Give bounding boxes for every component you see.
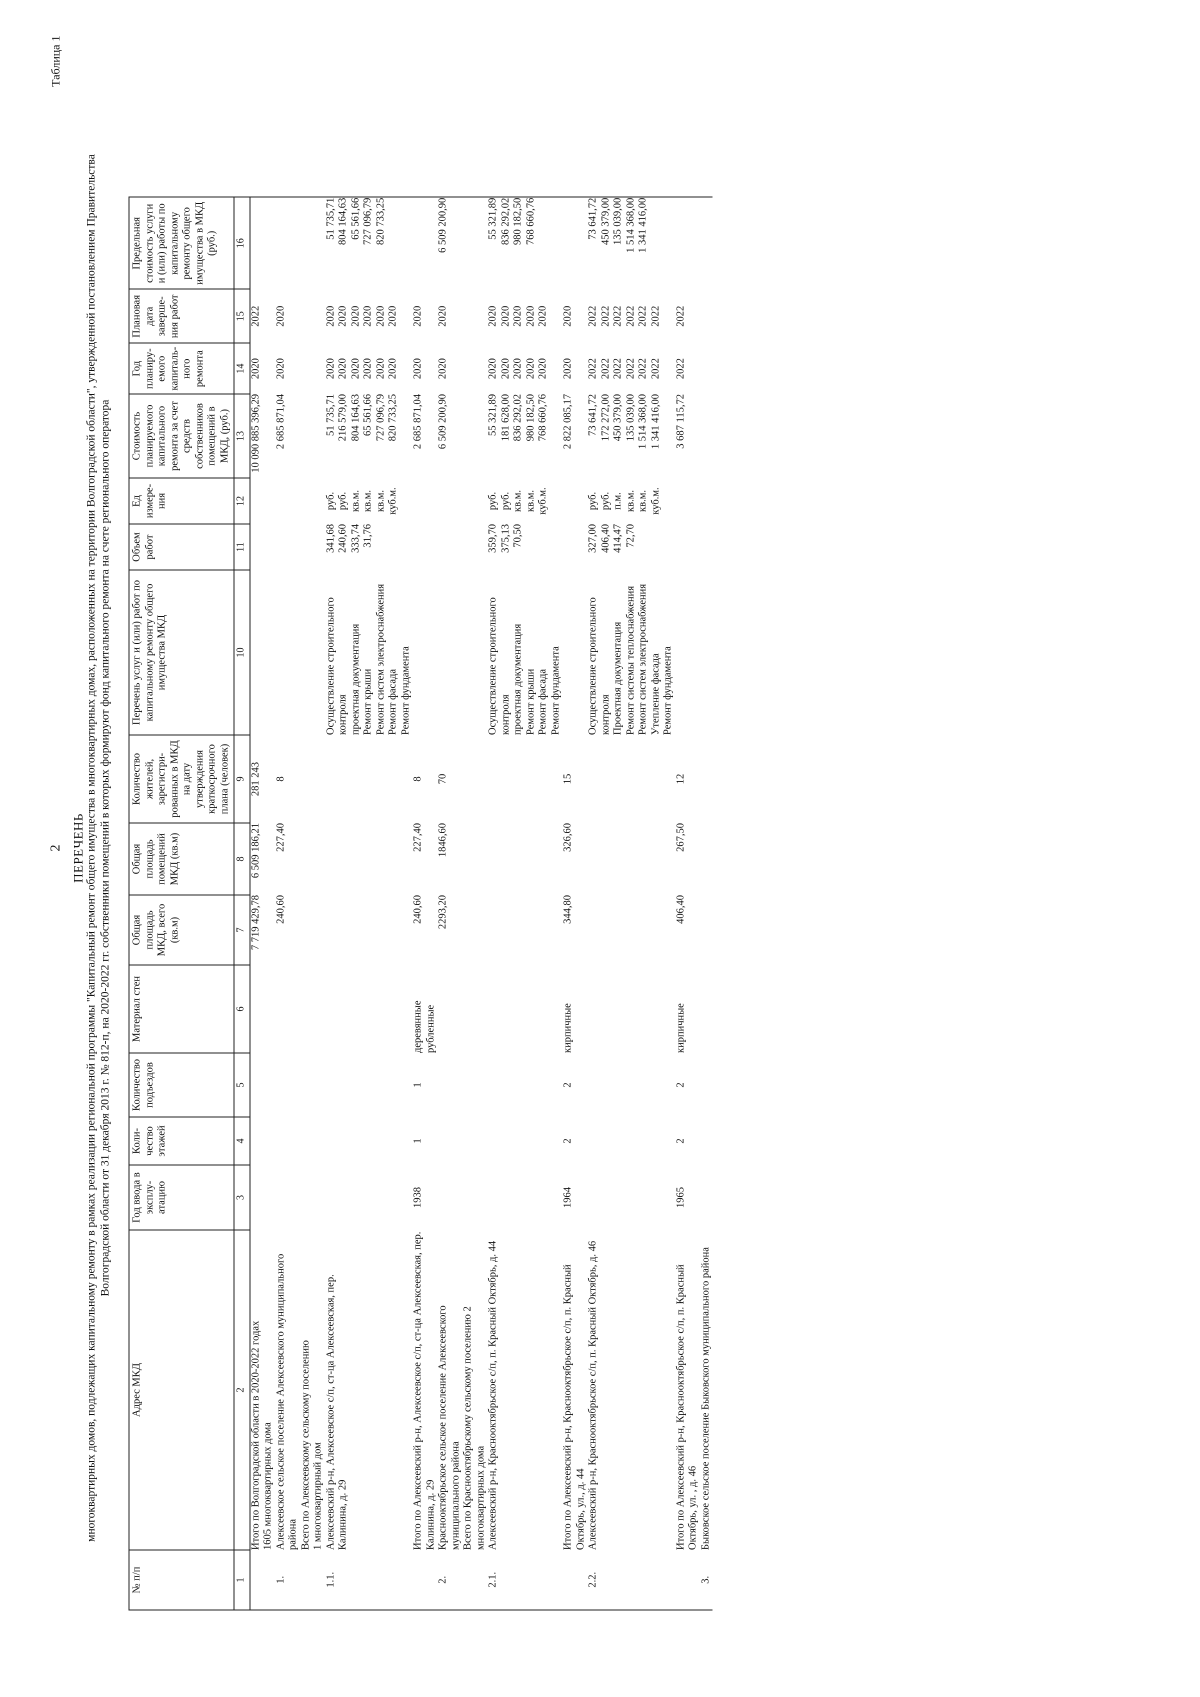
entrances: 2: [675, 1082, 686, 1088]
work-unit: п.м.: [612, 492, 624, 510]
section-sum-label: Всего по Алексеевскому сельскому поселению: [300, 1340, 311, 1550]
house-total-end: 2020: [562, 305, 574, 327]
residents: 15: [562, 773, 574, 785]
work-cost: 1 514 368,00: [637, 394, 649, 450]
work-name: Ремонт систем электроснабжения: [637, 583, 649, 735]
work-unit: кв.м.: [350, 490, 361, 512]
section-residents: 8: [275, 776, 286, 782]
work-cost: 172 272,00: [600, 394, 611, 442]
work-cost: 55 321,89: [487, 394, 499, 436]
area-total: 406,40: [675, 895, 686, 924]
area-premises: 227,40: [412, 823, 424, 852]
document-title: ПЕРЕЧЕНЬ: [70, 813, 86, 883]
work-year: 2022: [612, 358, 624, 380]
work-year: 2020: [337, 358, 349, 380]
section-year: 2020: [275, 358, 286, 380]
residents: 12: [675, 773, 686, 785]
section-sum-label: Всего по Краснооктябрьскому сельскому поселению: [462, 1314, 474, 1550]
house-address: Алексеевский р-н, Краснооктябрьское с/п, п. Красный Октябрь, д. 44: [487, 1240, 499, 1550]
section-area-total: 2293,20: [437, 895, 449, 930]
total-cost: 10 090 885 396,29: [250, 394, 261, 473]
work-end: 2020: [525, 305, 536, 327]
work-unit: куб.м.: [537, 487, 549, 515]
work-volume: 359,70: [487, 524, 499, 553]
section-name: Быковское сельское поселение Быковского муниципального района: [700, 1247, 711, 1550]
wall-material: кирпичные: [675, 1003, 686, 1053]
year-list: [488, 343, 563, 394]
header-cost: Стоимость планируемого капитального ремонта за счет средств собственников помещений в МКД, (руб.): [129, 394, 234, 478]
work-volume: 341,68: [325, 524, 336, 553]
work-name: Ремонт фасада: [537, 668, 549, 735]
limit-list: [488, 197, 563, 289]
house-total-cost: 2 685 871,04: [412, 394, 424, 450]
limit-list: [325, 197, 413, 289]
work-list: [325, 570, 413, 735]
header-end-date: Плановая дата заверше-ния работ: [129, 289, 234, 343]
col-num: 10: [234, 570, 250, 735]
work-unit: руб.: [600, 491, 611, 511]
cost-list: [325, 394, 413, 478]
work-cost: 73 641,72: [587, 394, 599, 436]
entrances: 2: [562, 1082, 574, 1088]
work-year: 2020: [512, 358, 524, 380]
total-houses: 1605 многоквартирных дома: [262, 1422, 274, 1550]
house-total-label: Итого по Алексеевский р-н, Алексеевское с/п, ст-ца Алексеевская, пер. Калинина, д. 29: [412, 1231, 436, 1550]
work-year: 2022: [587, 358, 599, 380]
header-row: [129, 197, 234, 1610]
header-unit: Ед измере-ния: [129, 478, 234, 524]
work-end: 2022: [612, 305, 624, 327]
header-area-total: Общая площадь МКД, всего (кв.м): [129, 895, 234, 965]
year-list: [325, 343, 413, 394]
total-area-premises: 6 509 186,21: [250, 823, 261, 879]
header-walls: Материал стен: [129, 965, 234, 1053]
total-row: [250, 197, 276, 1610]
work-volume: 375,13: [500, 524, 511, 553]
work-end: 2022: [637, 305, 649, 327]
table-label: Таблица 1: [48, 35, 63, 87]
work-limit: 65 561,66: [350, 197, 361, 240]
work-year: 2020: [350, 358, 361, 380]
work-limit: 836 292,02: [500, 197, 511, 246]
section-limit: 6 509 200,90: [438, 197, 488, 289]
work-unit: кв.м.: [637, 490, 649, 512]
work-end: 2020: [500, 305, 511, 327]
header-residents: Количество жителей, зарегистри-рованных в МКД на дату утверждения краткосрочного плана (человек): [129, 735, 234, 823]
col-num: 16: [234, 197, 250, 289]
work-limit: 135 039,00: [612, 197, 624, 246]
work-cost: 768 660,76: [537, 394, 549, 442]
work-end: 2020: [537, 305, 549, 327]
work-year: 2020: [487, 358, 499, 380]
work-name: Проектная документация: [612, 621, 624, 735]
work-name: Утепление фасада: [650, 653, 661, 735]
work-end: 2020: [362, 305, 374, 327]
work-unit: кв.м.: [625, 490, 636, 512]
house-num: 1.1.: [325, 1550, 413, 1610]
work-name: Ремонт фундамента: [400, 646, 411, 735]
house-num: 2.2.: [588, 1550, 676, 1610]
header-entrances: Количество подъездов: [129, 1053, 234, 1117]
work-limit: 1 514 368,00: [625, 197, 636, 253]
work-cost: 181 628,00: [500, 394, 511, 442]
work-volume: 70,50: [512, 524, 524, 548]
work-cost: 727 096,79: [375, 394, 386, 442]
work-end: 2020: [350, 305, 361, 327]
section-cost: 2 685 871,04: [275, 394, 286, 450]
header-area-premises: Общая площадь помещений МКД (кв.м): [129, 823, 234, 895]
house-total-cost: 2 822 085,17: [562, 394, 574, 450]
header-limit-cost: Предельная стоимость услуги и (или) работы по капитальному ремонту общего имущества в МКД (руб.): [129, 197, 234, 289]
year-built: 1938: [412, 1187, 424, 1208]
work-unit: руб.: [500, 491, 511, 511]
work-list: [588, 570, 676, 735]
work-unit: руб.: [325, 491, 336, 511]
work-limit: 804 164,63: [337, 197, 349, 246]
house-total-label: Итого по Алексеевский р-н, Краснооктябрьское с/п, п. Красный Октябрь, ул. , д. 46: [675, 1264, 699, 1550]
work-name: Осуществление строительного контроля: [325, 597, 349, 735]
house-address: Алексеевский р-н, Краснооктябрьское с/п, п. Красный Октябрь, д. 46: [587, 1240, 599, 1550]
house-num: 2.1.: [488, 1550, 563, 1610]
area-total: 344,80: [562, 895, 574, 924]
work-year: 2022: [600, 358, 611, 380]
section-num: 1.: [275, 1550, 325, 1610]
work-volume: 406,40: [600, 524, 611, 553]
year-built: 1964: [562, 1187, 574, 1208]
work-name: Ремонт фундамента: [550, 646, 561, 735]
end-list: [325, 289, 413, 343]
unit-list: [588, 478, 676, 524]
house-total-end: 2022: [675, 305, 686, 327]
work-unit: кв.м.: [375, 490, 386, 512]
work-cost: 65 561,66: [362, 394, 374, 436]
column-number-row: [234, 197, 250, 1610]
work-end: 2022: [650, 305, 661, 327]
work-limit: 1 341 416,00: [637, 197, 649, 253]
document-subtitle: [85, 60, 113, 1637]
header-floors: Коли-чество этажей: [129, 1117, 234, 1165]
section-area-total: 240,60: [275, 895, 286, 924]
section-num: 3.: [700, 1550, 713, 1610]
header-address: Адрес МКД: [129, 1230, 234, 1550]
house-total-end: 2020: [412, 305, 424, 327]
house-total-year: 2022: [675, 358, 686, 380]
house-row: [488, 197, 563, 1610]
work-unit: куб.м.: [387, 487, 399, 515]
work-name: Ремонт систем электроснабжения: [375, 583, 386, 735]
floors: 1: [412, 1138, 424, 1144]
work-end: 2020: [325, 305, 336, 327]
work-limit: 450 379,00: [600, 197, 611, 246]
work-year: 2020: [375, 358, 386, 380]
header-works: Перечень услуг и (или) работ по капитальному ремонту общего имущества МКД: [129, 570, 234, 735]
subtitle-line-2: Волгоградской области от 31 декабря 2013 г. № 812-п, на 2020-2022 гг. собственники помещений в которых формируют фонд капитального ремонта на счете регионального оператора: [99, 399, 112, 1297]
year-list: [588, 343, 676, 394]
col-num: 3: [234, 1165, 250, 1230]
work-name: Ремонт системы теплоснабжения: [625, 585, 636, 735]
volume-list: [325, 524, 413, 570]
col-num: 5: [234, 1053, 250, 1117]
house-total-year: 2020: [562, 358, 574, 380]
col-num: 6: [234, 965, 250, 1053]
work-cost: 135 039,00: [625, 394, 636, 442]
work-unit: куб.м.: [650, 487, 661, 515]
work-cost: 836 292,02: [512, 394, 524, 442]
work-year: 2020: [525, 358, 536, 380]
work-unit: кв.м.: [525, 490, 536, 512]
work-cost: 820 733,25: [387, 394, 399, 442]
house-total-year: 2020: [412, 358, 424, 380]
area-premises: 267,50: [675, 823, 686, 852]
work-unit: кв.м.: [512, 490, 524, 512]
work-name: Ремонт фасада: [387, 668, 399, 735]
section-end: 2020: [437, 305, 449, 327]
work-name: проектная документация: [350, 623, 361, 735]
cost-list: [588, 394, 676, 478]
work-year: 2022: [650, 358, 661, 380]
work-year: 2020: [500, 358, 511, 380]
work-name: Ремонт фундамента: [662, 646, 674, 735]
header-volume: Объем работ: [129, 524, 234, 570]
work-end: 2022: [600, 305, 611, 327]
area-total: 240,60: [412, 895, 424, 924]
houses-table: [129, 197, 713, 1611]
work-year: 2020: [362, 358, 374, 380]
col-num: 4: [234, 1117, 250, 1165]
wall-material: деревянные рубленные: [412, 1000, 436, 1053]
section-row: [700, 197, 713, 1610]
total-residents: 281 243: [250, 761, 261, 797]
total-label: Итого по Волгоградской области в 2020-2022 годах: [250, 1320, 261, 1550]
work-name: Ремонт крыши: [525, 668, 536, 735]
unit-list: [488, 478, 563, 524]
work-volume: 72,70: [625, 524, 636, 548]
header-num: № п/п: [129, 1550, 234, 1610]
col-num: 11: [234, 524, 250, 570]
work-end: 2020: [375, 305, 386, 327]
house-row: [588, 197, 676, 1610]
subtitle-line-1: многоквартирных домов, подлежащих капитальному ремонту в рамках реализации региональной программы "Капитальный ремонт общего имущества в многоквартирных домах, расположенных на территории Волгоградской области", утвержденной постановлением Правительства: [85, 154, 98, 1542]
section-residents: 70: [437, 773, 449, 785]
col-num: 7: [234, 895, 250, 965]
total-end: 2022: [250, 305, 261, 327]
col-num: 13: [234, 394, 250, 478]
page-number: 2: [48, 844, 64, 852]
work-name: Осуществление строительного контроля: [487, 597, 511, 735]
work-year: 2022: [625, 358, 636, 380]
work-cost: 216 579,00: [337, 394, 349, 442]
work-limit: 55 321,89: [487, 197, 499, 240]
work-name: Ремонт крыши: [362, 668, 374, 735]
work-volume: 333,74: [350, 524, 361, 553]
volume-list: [488, 524, 563, 570]
section-end: 2020: [275, 305, 286, 327]
section-sum-count: 2: [462, 1306, 474, 1312]
col-num: 2: [234, 1230, 250, 1550]
work-end: 2020: [387, 305, 399, 327]
work-cost: 1 341 416,00: [650, 394, 661, 450]
section-sum-houses: многоквартирных дома: [475, 1445, 486, 1550]
work-year: 2020: [325, 358, 336, 380]
work-unit: руб.: [587, 491, 599, 511]
work-volume: 31,76: [362, 524, 374, 548]
wall-material: кирпичные: [562, 1003, 574, 1053]
year-built: 1965: [675, 1187, 686, 1208]
entrances: 1: [412, 1082, 424, 1088]
work-unit: кв.м.: [362, 490, 374, 512]
col-num: 9: [234, 735, 250, 823]
volume-list: [588, 524, 676, 570]
work-unit: руб.: [337, 491, 349, 511]
house-total-row: [563, 197, 588, 1610]
work-limit: 51 735,71: [325, 197, 336, 240]
end-list: [588, 289, 676, 343]
house-address: Алексеевский р-н, Алексеевское с/п, ст-ца Алексеевская, пер. Калинина, д. 29: [325, 1274, 349, 1550]
col-num: 14: [234, 343, 250, 394]
section-name: Алексеевское сельское поселение Алексеевского муниципального района: [275, 1253, 299, 1550]
work-year: 2020: [387, 358, 399, 380]
house-total-row: [413, 197, 438, 1610]
work-volume: 327,00: [587, 524, 599, 553]
cost-list: [488, 394, 563, 478]
work-limit: 768 660,76: [525, 197, 536, 246]
section-row: [438, 197, 488, 1610]
header-year-built: Год ввода в эксплу-атацию: [129, 1165, 234, 1230]
section-year: 2020: [437, 358, 449, 380]
section-area-premises: 227,40: [275, 823, 286, 852]
section-name: Краснооктябрьское сельское поселение Алексеевского муниципального района: [437, 1305, 461, 1550]
unit-list: [325, 478, 413, 524]
col-num: 15: [234, 289, 250, 343]
work-name: проектная документация: [512, 623, 524, 735]
section-area-premises: 1846,60: [437, 823, 449, 858]
work-limit: 73 641,72: [587, 197, 599, 240]
section-num: 2.: [438, 1550, 488, 1610]
work-limit: 820 733,25: [375, 197, 386, 246]
area-premises: 326,60: [562, 823, 574, 852]
house-total-cost: 3 687 115,72: [675, 394, 686, 449]
house-total-label: Итого по Алексеевский р-н, Краснооктябрьское с/п, п. Красный Октябрь, ул., д. 44: [562, 1264, 586, 1550]
header-year-repair: Год планиру-емого капиталь-ного ремонта: [129, 343, 234, 394]
house-total-row: [675, 197, 700, 1610]
end-list: [488, 289, 563, 343]
work-end: 2020: [337, 305, 349, 327]
col-num: 8: [234, 823, 250, 895]
work-name: Осуществление строительного контроля: [587, 597, 611, 735]
work-list: [488, 570, 563, 735]
total-year: 2020: [250, 358, 261, 380]
work-year: 2022: [637, 358, 649, 380]
rotated-page: [1, 0, 1200, 1697]
work-cost: 980 182,50: [525, 394, 536, 442]
limit-list: [588, 197, 676, 289]
house-row: [325, 197, 413, 1610]
work-volume: 240,60: [337, 524, 349, 553]
residents: 8: [412, 776, 424, 782]
work-cost: 804 164,63: [350, 394, 361, 442]
section-cost: 6 509 200,90: [437, 394, 449, 450]
section-row: [275, 197, 325, 1610]
work-limit: 980 182,50: [512, 197, 524, 246]
work-end: 2020: [512, 305, 524, 327]
col-num: 1: [234, 1550, 250, 1610]
section-sum-houses: 1 многоквартирный дом: [312, 1442, 324, 1550]
work-limit: 727 096,79: [362, 197, 374, 246]
work-unit: руб.: [487, 491, 499, 511]
work-end: 2022: [587, 305, 599, 327]
work-end: 2022: [625, 305, 636, 327]
work-year: 2020: [537, 358, 549, 380]
work-cost: 51 735,71: [325, 394, 336, 436]
floors: 2: [675, 1138, 686, 1144]
col-num: 12: [234, 478, 250, 524]
total-area-total: 7 719 429,78: [250, 895, 261, 951]
work-cost: 450 379,00: [612, 394, 624, 442]
work-volume: 414,47: [612, 524, 624, 553]
work-end: 2020: [487, 305, 499, 327]
floors: 2: [562, 1138, 574, 1144]
